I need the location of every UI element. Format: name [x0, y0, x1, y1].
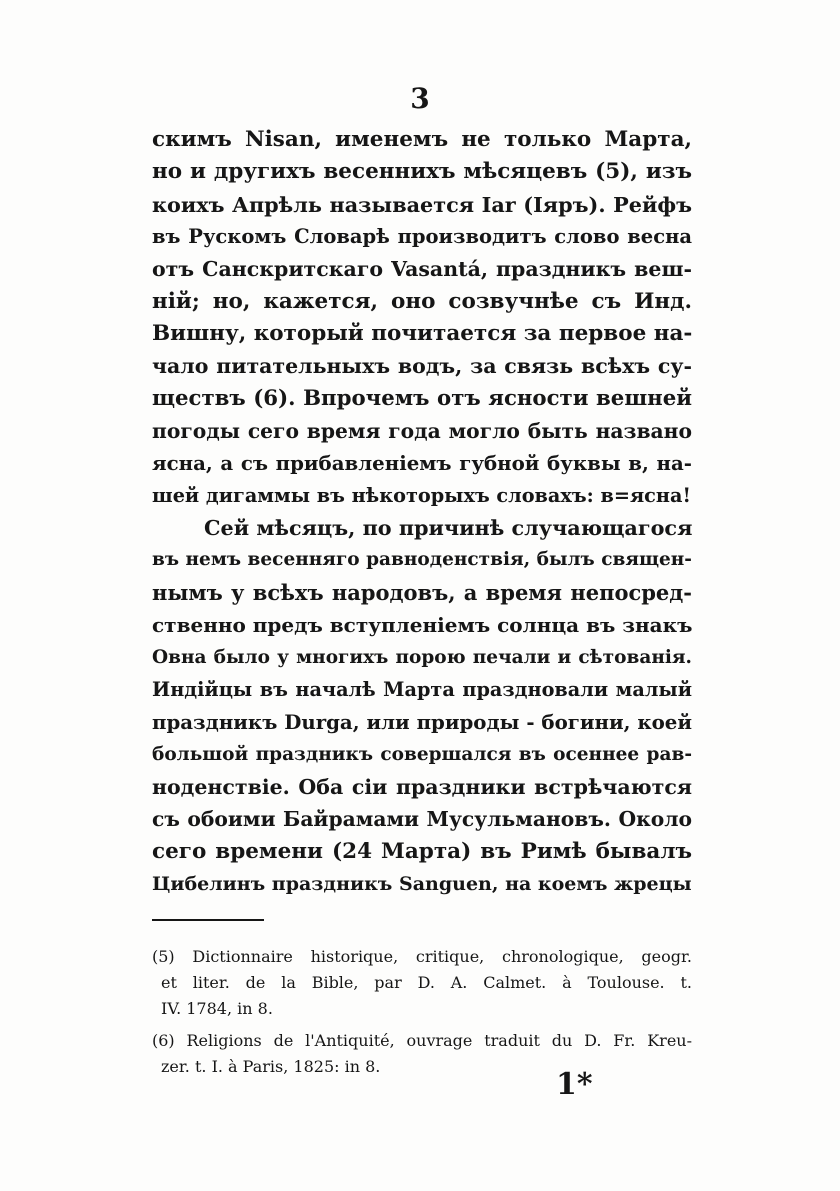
body-line: Индійцы въ началѣ Марта праздновали малый	[152, 677, 692, 701]
body-line: отъ Санскритскаго Vasantá, праздникъ веш-	[152, 257, 692, 282]
body-line: коихъ Апрѣль называется Iar (Іяръ). Рейфъ	[152, 192, 692, 217]
body-line: но и другихъ весеннихъ мѣсяцевъ (5), изъ	[152, 159, 692, 185]
footnote-divider	[152, 919, 264, 921]
body-line: ній; но, кажется, оно созвучнѣе съ Инд.	[152, 288, 692, 314]
body-line: въ Рускомъ Словарѣ производитъ слово весна	[152, 225, 692, 249]
footnote-line: (5) Dictionnaire historique, critique, chronologique, geogr.	[152, 947, 692, 966]
body-line: ясна, а съ прибавленіемъ губной буквы в, на-	[152, 451, 692, 476]
body-line: праздникъ Durga, или природы - богини, коей	[152, 710, 692, 735]
body-line: Овна было у многихъ порою печали и сѣтованія.	[152, 646, 692, 668]
body-line: большой праздникъ совершался въ осеннее рав-	[152, 743, 692, 765]
body-line: скимъ Nisan, именемъ не только Марта,	[152, 127, 692, 152]
footnote-line: zer. t. I. à Paris, 1825: in 8.	[161, 1057, 381, 1076]
signature-mark: 1*	[556, 1067, 593, 1102]
page-number: 3	[410, 82, 430, 115]
body-line: ществъ (6). Впрочемъ отъ ясности вешней	[152, 385, 692, 411]
body-line: нымъ у всѣхъ народовъ, а время непосред-	[152, 579, 692, 605]
body-line: Вишну, который почитается за первое на-	[152, 321, 693, 347]
body-line: шей дигаммы въ нѣкоторыхъ словахъ: в=ясна!	[152, 483, 691, 507]
body-line: сего времени (24 Марта) въ Римѣ бывалъ	[152, 838, 692, 864]
body-text	[152, 124, 692, 900]
body-line: Цибелинъ праздникъ Sanguen, на коемъ жрецы	[152, 872, 692, 895]
footnotes	[152, 944, 692, 1080]
body-line: чало питательныхъ водъ, за связь всѣхъ су-	[152, 354, 692, 379]
footnote-line: IV. 1784, in 8.	[161, 999, 273, 1018]
body-line: ноденствіе. Оба сіи праздники встрѣчаются	[152, 774, 692, 799]
footnote-line: (6) Religions de l'Antiquité, ouvrage traduit du D. Fr. Kreu-	[152, 1031, 692, 1050]
body-line: Сей мѣсяцъ, по причинѣ случающагося	[204, 516, 693, 541]
body-line: ственно предъ вступленіемъ солнца въ знакъ	[152, 613, 693, 638]
body-line: въ немъ весенняго равноденствія, былъ священ-	[152, 549, 692, 571]
body-line: съ обоими Байрамами Мусульмановъ. Около	[152, 807, 692, 832]
body-line: погоды сего время года могло быть названо	[152, 419, 692, 444]
footnote-line: et liter. de la Bible, par D. A. Calmet. à Toulouse. t.	[161, 973, 692, 992]
